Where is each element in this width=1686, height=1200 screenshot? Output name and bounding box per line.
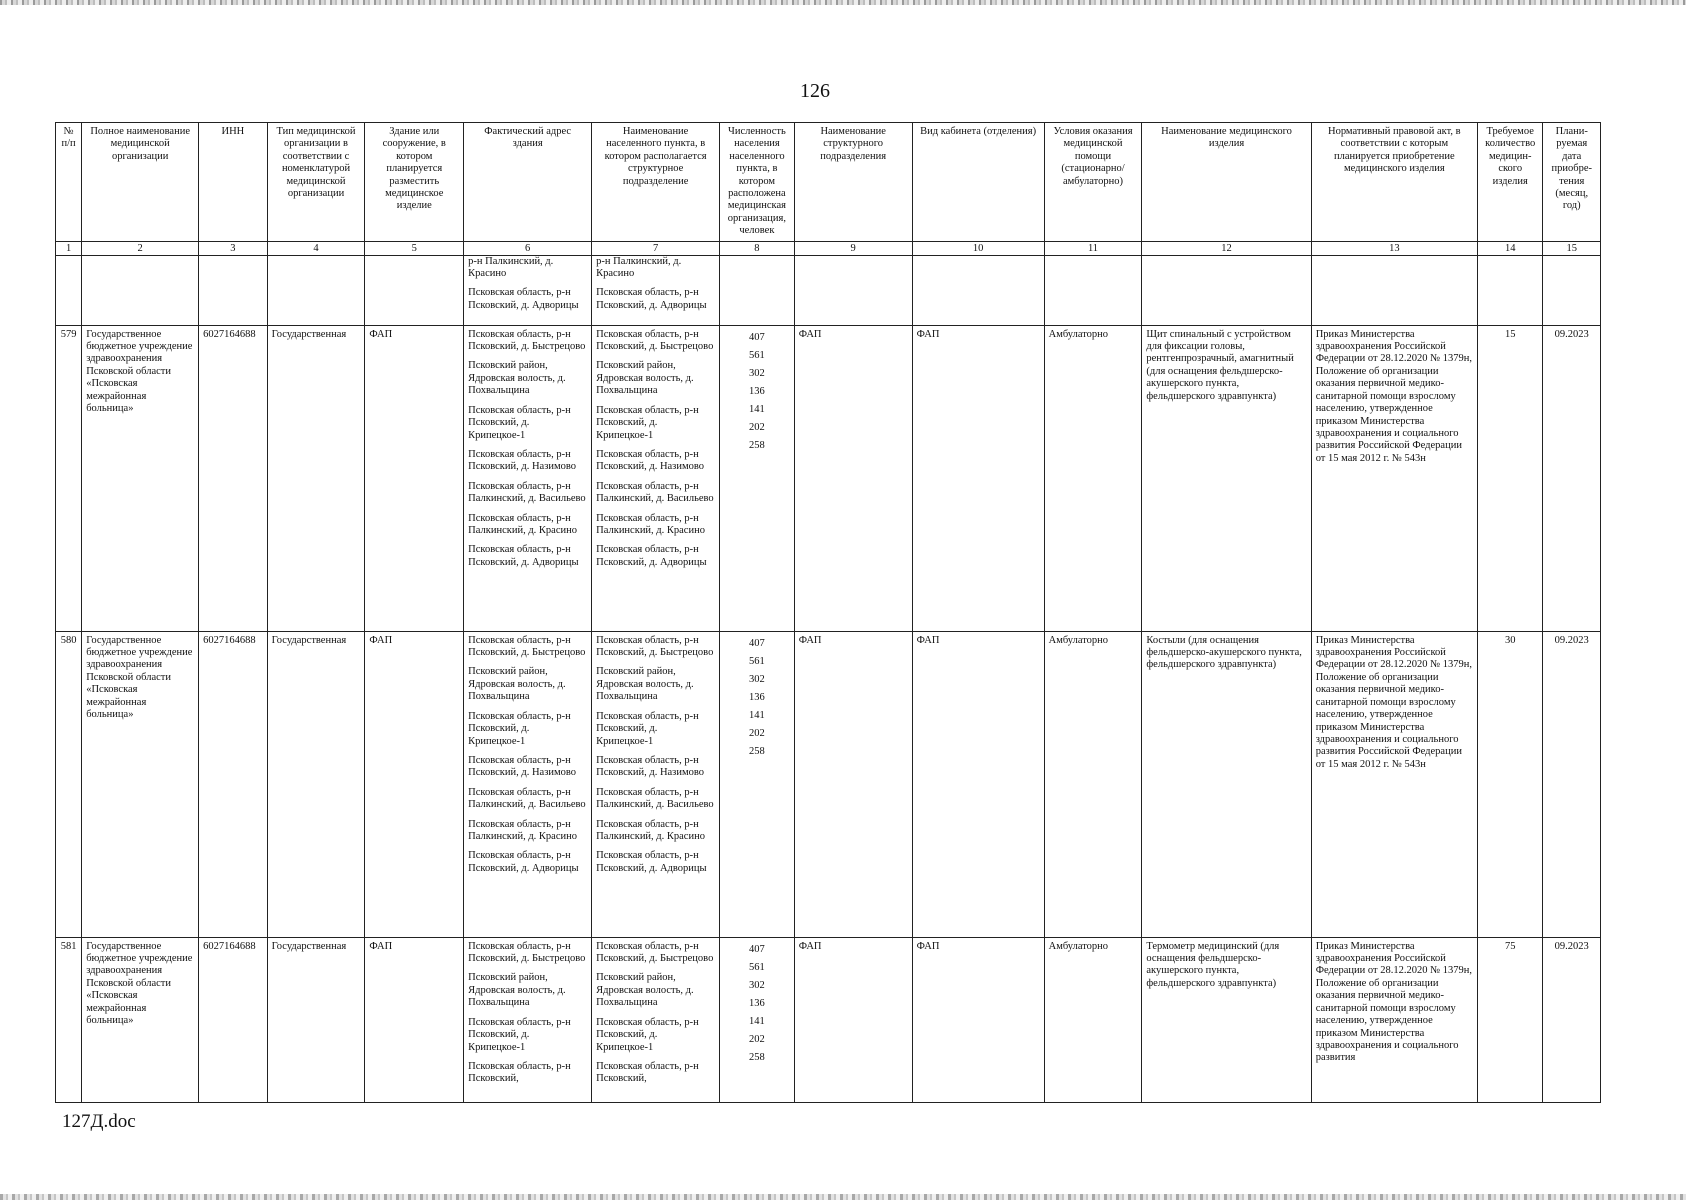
- cell-settlement: [592, 937, 720, 1102]
- cell-inn: 6027164688: [199, 631, 268, 937]
- population-value: 136: [749, 385, 765, 397]
- column-number-10: 10: [912, 241, 1044, 255]
- cell-address: [464, 325, 592, 631]
- population-value: 258: [749, 440, 765, 452]
- cell-address: [464, 937, 592, 1102]
- cell-inn: 6027164688: [199, 325, 268, 631]
- cell-division: ФАП: [794, 631, 912, 937]
- cell-device: [1142, 255, 1311, 325]
- cell-quantity: 15: [1477, 325, 1543, 631]
- header-col-15: Плани-руемая дата приобре-тения (месяц, год): [1543, 123, 1601, 242]
- page-number: 126: [800, 80, 830, 102]
- cell-population: [720, 325, 795, 631]
- cell-conditions: Амбулаторно: [1044, 325, 1142, 631]
- cell-division: ФАП: [794, 937, 912, 1102]
- cell-cabinet: ФАП: [912, 631, 1044, 937]
- cell-building: ФАП: [365, 937, 464, 1102]
- address-block: Псковская область, р-н Псковский, д. Адворицы: [468, 544, 579, 568]
- cell-date: [1543, 255, 1601, 325]
- cell-act: Приказ Министерства здравоохранения Российской Федерации от 28.12.2020 № 1379н, Положение об организации оказания первичной медико-санитарной помощи взрослому населению, утвержденное приказом Министерства здравоохранения и социального развития Российской Федерации от 15 мая 2012 г. № 543н: [1311, 631, 1477, 937]
- header-col-2: Полное наименование медицинской организации: [82, 123, 199, 242]
- population-value: 136: [749, 691, 765, 703]
- header-col-8: Численность населения населенного пункта, в котором расположена медицинская организация, человек: [720, 123, 795, 242]
- header-col-14: Требуемое количество медицин-ского изделия: [1477, 123, 1543, 242]
- cell-conditions: [1044, 255, 1142, 325]
- address-block: Псковская область, р-н Псковский, д. Назимово: [468, 448, 576, 473]
- cell-quantity: [1477, 255, 1543, 325]
- cell-num: 579: [56, 325, 82, 631]
- header-col-3: ИНН: [199, 123, 268, 242]
- settlement-block: Псковская область, р-н Псковский, д. Адворицы: [596, 287, 707, 311]
- cell-org: [82, 255, 199, 325]
- column-number-11: 11: [1044, 241, 1142, 255]
- address-block: Псковский район, Ядровская волость, д. Похвальщина: [468, 360, 566, 397]
- column-number-14: 14: [1477, 241, 1543, 255]
- address-block: Псковская область, р-н Псковский, д. Крипецкое-1: [468, 710, 571, 747]
- cell-address: [464, 631, 592, 937]
- population-value: 561: [749, 349, 765, 361]
- header-col-6: Фактический адрес здания: [464, 123, 592, 242]
- cell-settlement: [592, 631, 720, 937]
- column-number-2: 2: [82, 241, 199, 255]
- column-number-5: 5: [365, 241, 464, 255]
- address-block: Псковская область, р-н Палкинский, д. Красино: [468, 512, 577, 536]
- cell-population: [720, 255, 795, 325]
- population-value: 141: [749, 710, 765, 722]
- cell-building: [365, 255, 464, 325]
- settlement-block: Псковский район, Ядровская волость, д. Похвальщина: [596, 666, 694, 703]
- address-block: Псковский район, Ядровская волость, д. Похвальщина: [468, 666, 566, 703]
- address-block: Псковская область, р-н Псковский, д. Назимово: [468, 754, 576, 779]
- settlement-block: Псковская область, р-н Псковский, д. Крипецкое-1: [596, 404, 699, 441]
- settlement-block: Псковская область, р-н Псковский, д. Быстрецово: [596, 328, 714, 353]
- procurement-table: [55, 122, 1601, 1103]
- settlement-block: Псковская область, р-н Псковский, д. Быстрецово: [596, 940, 714, 965]
- cell-act: Приказ Министерства здравоохранения Российской Федерации от 28.12.2020 № 1379н, Положение об организации оказания первичной медико-санитарной помощи взрослому населению, утвержденное приказом Министерства здравоохранения и социального развития: [1311, 937, 1477, 1102]
- cell-cabinet: [912, 255, 1044, 325]
- settlement-block: р-н Палкинский, д. Красино: [596, 255, 682, 280]
- address-block: Псковская область, р-н Псковский, д. Быстрецово: [468, 634, 586, 659]
- column-number-6: 6: [464, 241, 592, 255]
- cell-address: [464, 255, 592, 325]
- settlement-block: Псковская область, р-н Палкинский, д. Красино: [596, 512, 705, 536]
- cell-num: 581: [56, 937, 82, 1102]
- cell-device: Костыли (для оснащения фельдшерско-акушерского пункта, фельдшерского здравпункта): [1142, 631, 1311, 937]
- cell-inn: 6027164688: [199, 937, 268, 1102]
- cell-date: 09.2023: [1543, 325, 1601, 631]
- address-block: Псковская область, р-н Палкинский, д. Васильево: [468, 480, 586, 505]
- cell-settlement: [592, 325, 720, 631]
- settlement-block: Псковская область, р-н Псковский, д. Быстрецово: [596, 634, 714, 659]
- cell-org: Государственное бюджетное учреждение здравоохранения Псковской области «Псковская межрайонная больница»: [82, 937, 199, 1102]
- cell-population: [720, 937, 795, 1102]
- population-value: 258: [749, 1052, 765, 1064]
- cell-org: Государственное бюджетное учреждение здравоохранения Псковской области «Псковская межрайонная больница»: [82, 325, 199, 631]
- cell-building: ФАП: [365, 325, 464, 631]
- settlement-block: Псковская область, р-н Псковский,: [596, 1060, 699, 1085]
- population-value: 302: [749, 979, 765, 991]
- population-value: 141: [749, 1016, 765, 1028]
- settlement-block: Псковская область, р-н Палкинский, д. Красино: [596, 818, 705, 842]
- scan-edge-top: [0, 0, 1686, 5]
- cell-act: Приказ Министерства здравоохранения Российской Федерации от 28.12.2020 № 1379н, Положение об организации оказания первичной медико-санитарной помощи взрослому населению, утвержденное приказом Министерства здравоохранения и социального развития Российской Федерации от 15 мая 2012 г. № 543н: [1311, 325, 1477, 631]
- settlement-block: Псковский район, Ядровская волость, д. Похвальщина: [596, 972, 694, 1009]
- population-value: 136: [749, 997, 765, 1009]
- cell-building: ФАП: [365, 631, 464, 937]
- settlement-block: Псковская область, р-н Псковский, д. Назимово: [596, 754, 704, 779]
- population-value: 561: [749, 655, 765, 667]
- header-col-4: Тип медицинской организации в соответствии с номенклатурой медицинской организации: [267, 123, 365, 242]
- population-value: 258: [749, 746, 765, 758]
- cell-date: 09.2023: [1543, 631, 1601, 937]
- footer-filename: 127Д.doc: [62, 1111, 136, 1132]
- address-block: р-н Палкинский, д. Красино: [468, 255, 554, 280]
- settlement-block: Псковская область, р-н Псковский, д. Крипецкое-1: [596, 710, 699, 747]
- column-number-15: 15: [1543, 241, 1601, 255]
- cell-settlement: [592, 255, 720, 325]
- settlement-block: Псковский район, Ядровская волость, д. Похвальщина: [596, 360, 694, 397]
- population-value: 407: [749, 331, 765, 343]
- header-col-5: Здание или сооружение, в котором планируется разместить медицинское изделие: [365, 123, 464, 242]
- header-col-12: Наименование медицинского изделия: [1142, 123, 1311, 242]
- cell-num: [56, 255, 82, 325]
- header-col-10: Вид кабинета (отделения): [912, 123, 1044, 242]
- table-body: [56, 255, 1601, 1102]
- population-value: 407: [749, 637, 765, 649]
- population-value: 302: [749, 367, 765, 379]
- table-row: [56, 325, 1601, 631]
- address-block: Псковская область, р-н Псковский,: [468, 1060, 571, 1085]
- column-number-13: 13: [1311, 241, 1477, 255]
- cell-quantity: 30: [1477, 631, 1543, 937]
- address-block: Псковская область, р-н Палкинский, д. Красино: [468, 818, 577, 842]
- cell-division: [794, 255, 912, 325]
- column-number-8: 8: [720, 241, 795, 255]
- cell-act: [1311, 255, 1477, 325]
- population-value: 202: [749, 728, 765, 740]
- cell-population: [720, 631, 795, 937]
- cell-type: Государственная: [267, 631, 365, 937]
- cell-quantity: 75: [1477, 937, 1543, 1102]
- table-header: [56, 123, 1601, 256]
- population-value: 407: [749, 943, 765, 955]
- scan-edge-bottom: [0, 1194, 1686, 1200]
- population-value: 302: [749, 673, 765, 685]
- column-number-9: 9: [794, 241, 912, 255]
- settlement-block: Псковская область, р-н Палкинский, д. Васильево: [596, 480, 714, 505]
- settlement-block: Псковская область, р-н Псковский, д. Крипецкое-1: [596, 1016, 699, 1053]
- population-value: 141: [749, 404, 765, 416]
- cell-conditions: Амбулаторно: [1044, 937, 1142, 1102]
- settlement-block: Псковская область, р-н Палкинский, д. Васильево: [596, 786, 714, 811]
- cell-conditions: Амбулаторно: [1044, 631, 1142, 937]
- header-row: [56, 123, 1601, 242]
- cell-division: ФАП: [794, 325, 912, 631]
- header-col-7: Наименование населенного пункта, в котором располагается структурное подразделение: [592, 123, 720, 242]
- settlement-block: Псковская область, р-н Псковский, д. Адворицы: [596, 544, 707, 568]
- cell-device: Термометр медицинский (для оснащения фельдшерско-акушерского пункта, фельдшерского здравпункта): [1142, 937, 1311, 1102]
- address-block: Псковская область, р-н Псковский, д. Быстрецово: [468, 328, 586, 353]
- population-value: 202: [749, 422, 765, 434]
- cell-device: Щит спинальный с устройством для фиксации головы, рентгенпрозрачный, амагнитный (для оснащения фельдшерско-акушерского пункта, фельдшерского здравпункта): [1142, 325, 1311, 631]
- column-number-7: 7: [592, 241, 720, 255]
- cell-type: Государственная: [267, 325, 365, 631]
- settlement-block: Псковская область, р-н Псковский, д. Назимово: [596, 448, 704, 473]
- address-block: Псковская область, р-н Псковский, д. Крипецкое-1: [468, 1016, 571, 1053]
- header-col-1: № п/п: [56, 123, 82, 242]
- population-value: 202: [749, 1034, 765, 1046]
- cell-type: [267, 255, 365, 325]
- column-number-4: 4: [267, 241, 365, 255]
- address-block: Псковская область, р-н Палкинский, д. Васильево: [468, 786, 586, 811]
- cell-org: Государственное бюджетное учреждение здравоохранения Псковской области «Псковская межрайонная больница»: [82, 631, 199, 937]
- address-block: Псковская область, р-н Псковский, д. Крипецкое-1: [468, 404, 571, 441]
- cell-cabinet: ФАП: [912, 325, 1044, 631]
- cell-num: 580: [56, 631, 82, 937]
- cell-type: Государственная: [267, 937, 365, 1102]
- table-row: [56, 937, 1601, 1102]
- header-col-13: Нормативный правовой акт, в соответствии с которым планируется приобретение медицинского изделия: [1311, 123, 1477, 242]
- address-block: Псковский район, Ядровская волость, д. Похвальщина: [468, 972, 566, 1009]
- population-value: 561: [749, 961, 765, 973]
- column-number-3: 3: [199, 241, 268, 255]
- settlement-block: Псковская область, р-н Псковский, д. Адворицы: [596, 850, 707, 874]
- column-number-1: 1: [56, 241, 82, 255]
- continuation-row: [56, 255, 1601, 325]
- column-number-row: [56, 241, 1601, 255]
- table-row: [56, 631, 1601, 937]
- header-col-11: Условия оказания медицинской помощи (стационарно/ амбулаторно): [1044, 123, 1142, 242]
- cell-date: 09.2023: [1543, 937, 1601, 1102]
- cell-inn: [199, 255, 268, 325]
- address-block: Псковская область, р-н Псковский, д. Быстрецово: [468, 940, 586, 965]
- cell-cabinet: ФАП: [912, 937, 1044, 1102]
- column-number-12: 12: [1142, 241, 1311, 255]
- address-block: Псковская область, р-н Псковский, д. Адворицы: [468, 850, 579, 874]
- header-col-9: Наименование структурного подразделения: [794, 123, 912, 242]
- address-block: Псковская область, р-н Псковский, д. Адворицы: [468, 287, 579, 311]
